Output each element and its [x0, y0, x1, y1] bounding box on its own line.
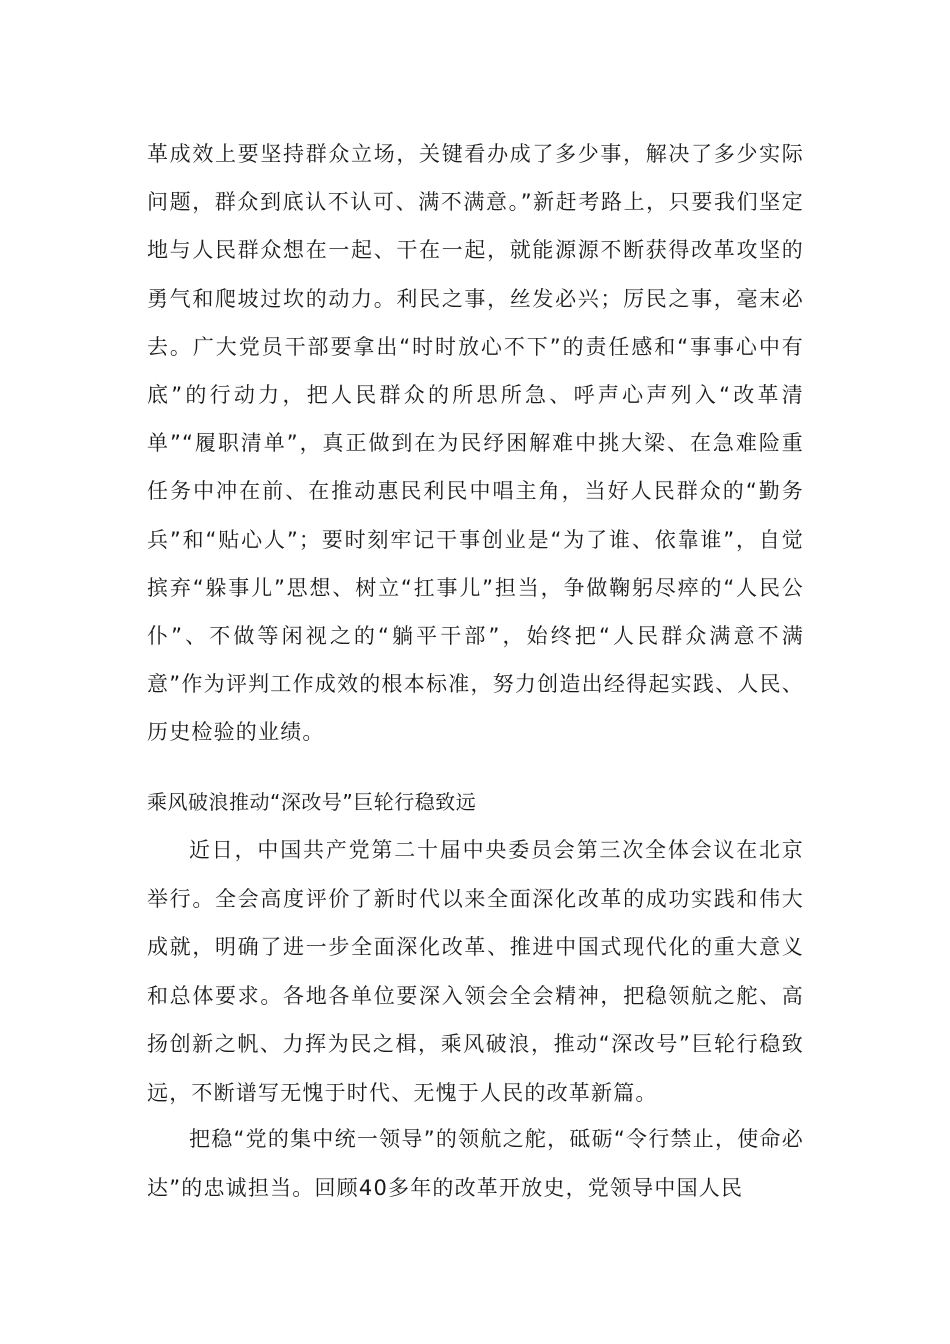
section-heading: 乘风破浪推动“深改号”巨轮行稳致远	[147, 790, 477, 814]
intro-paragraph: 近日，中国共产党第二十届中央委员会第三次全体会议在北京举行。全会高度评价了新时代以来全面深化改革的成功实践和伟大成就，明确了进一步全面深化改革、推进中国式现代化的重大意义和总体要求。各地各单位要深入领会全会精神，把稳领航之舵、高扬创新之帆、力挥为民之楫，乘风破浪，推动“深改号”巨轮行稳致远，不断谱写无愧于时代、无愧于人民的改革新篇。	[147, 838, 804, 1105]
third-paragraph: 把稳“党的集中统一领导”的领航之舵，砥砺“令行禁止，使命必达”的忠诚担当。回顾40多年的改革开放史，党领导中国人民	[147, 1127, 804, 1200]
continuation-paragraph: 革成效上要坚持群众立场，关键看办成了多少事，解决了多少实际问题，群众到底认不认可、满不满意。”新赶考路上，只要我们坚定地与人民群众想在一起、干在一起，就能源源不断获得改革攻坚的勇气和爬坡过坎的动力。利民之事，丝发必兴；厉民之事，毫末必去。广大党员干部要拿出“时时放心不下”的责任感和“事事心中有底”的行动力，把人民群众的所思所急、呼声心声列入“改革清单”“履职清单”，真正做到在为民纾困解难中挑大梁、在急难险重任务中冲在前、在推动惠民利民中唱主角，当好人民群众的“勤务兵”和“贴心人”；要时刻牢记干事创业是“为了谁、依靠谁”，自觉摈弃“躲事儿”思想、树立“扛事儿”担当，争做鞠躬尽瘁的“人民公仆”、不做等闲视之的“躺平干部”，始终把“人民群众满意不满意”作为评判工作成效的根本标准，努力创造出经得起实践、人民、历史检验的业绩。	[147, 142, 804, 745]
